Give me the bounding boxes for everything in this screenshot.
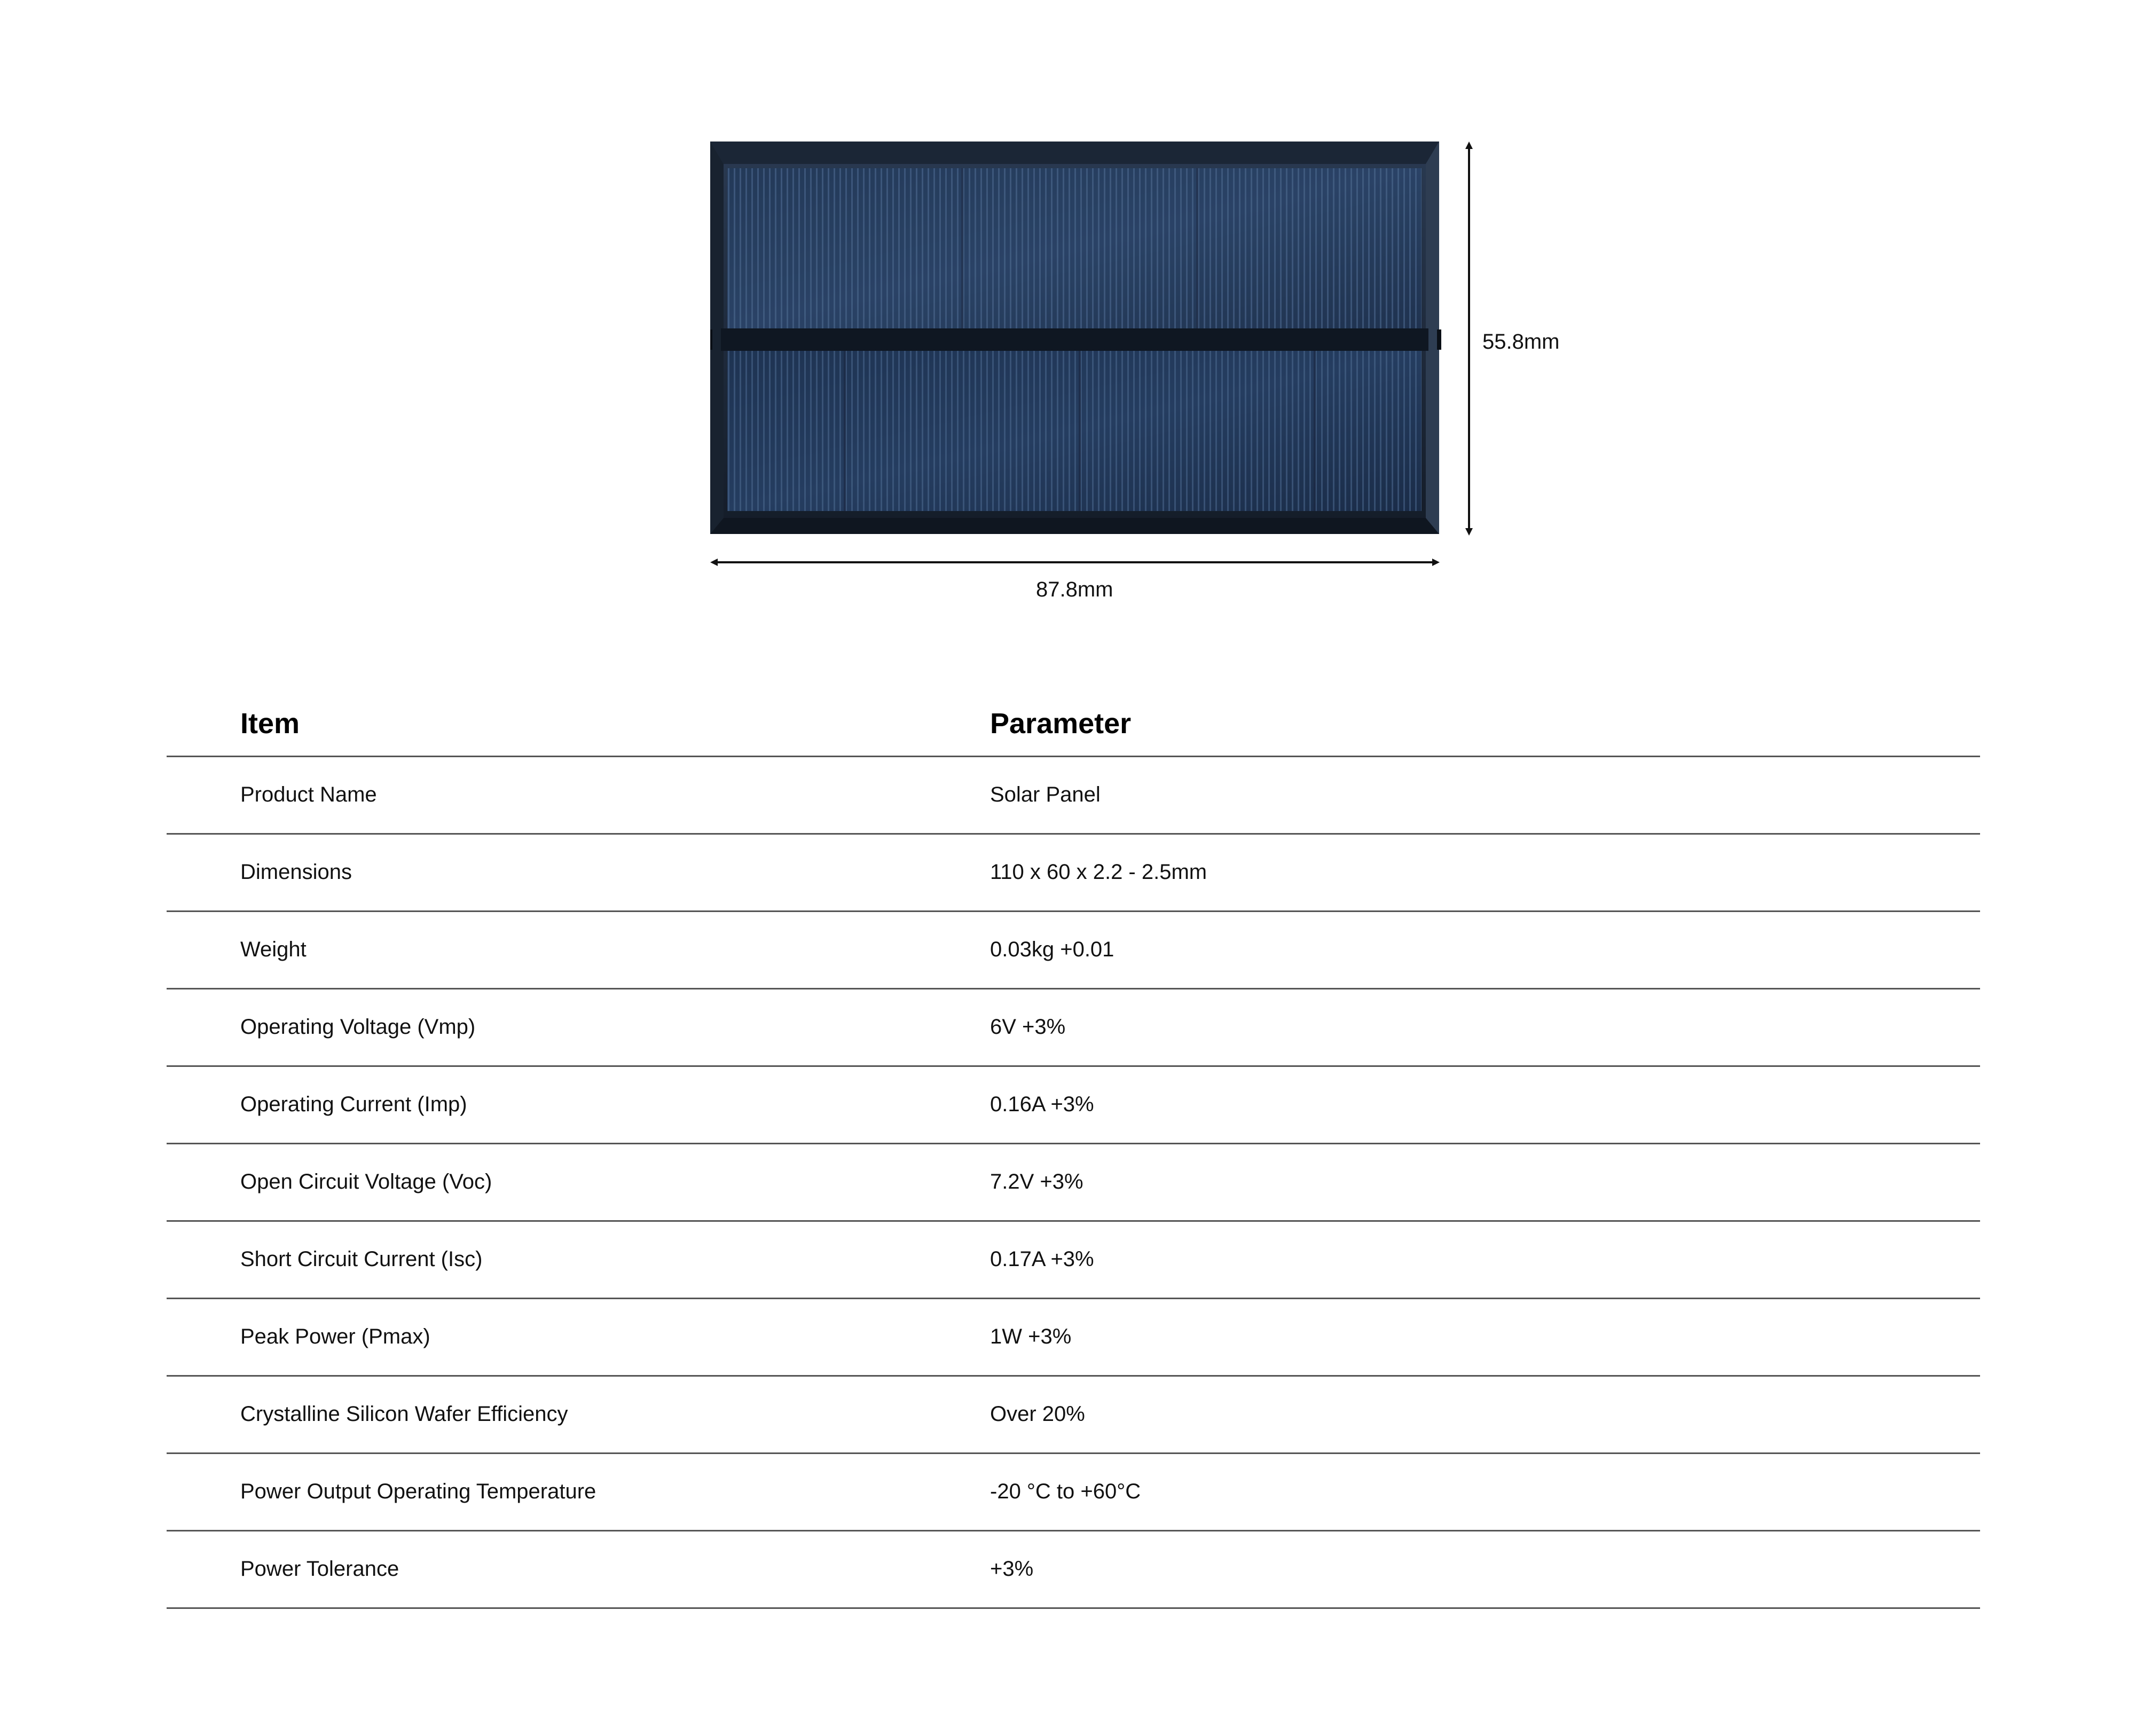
row-parameter: Solar Panel (990, 783, 1101, 806)
row-parameter: -20 °C to +60°C (990, 1480, 1141, 1503)
table-row (167, 989, 1980, 1067)
row-parameter: 0.03kg +0.01 (990, 938, 1114, 961)
table-row (167, 1531, 1980, 1609)
spec-table (167, 694, 1980, 1609)
row-item: Operating Voltage (Vmp) (240, 1015, 476, 1039)
row-parameter: 7.2V +3% (990, 1170, 1083, 1193)
height-dimension-arrow (1461, 142, 1477, 537)
column-header-parameter: Parameter (990, 708, 1132, 740)
row-item: Power Output Operating Temperature (240, 1480, 596, 1503)
height-dimension-label: 55.8mm (1482, 330, 1560, 354)
solar-panel-image (710, 142, 1458, 542)
row-parameter: 110 x 60 x 2.2 - 2.5mm (990, 860, 1207, 884)
table-row (167, 912, 1980, 989)
row-item: Weight (240, 938, 307, 961)
width-dimension-label: 87.8mm (1036, 578, 1113, 601)
table-row (167, 1377, 1980, 1454)
row-item: Open Circuit Voltage (Voc) (240, 1170, 492, 1193)
row-item: Peak Power (Pmax) (240, 1325, 430, 1348)
row-item: Crystalline Silicon Wafer Efficiency (240, 1402, 568, 1426)
table-header-row (167, 694, 1980, 757)
row-parameter: 0.16A +3% (990, 1093, 1094, 1116)
row-parameter: Over 20% (990, 1402, 1085, 1426)
row-item: Dimensions (240, 860, 352, 884)
row-item: Product Name (240, 783, 377, 806)
product-figure (0, 0, 2136, 641)
row-parameter: 6V +3% (990, 1015, 1066, 1039)
column-header-item: Item (240, 708, 300, 740)
table-row (167, 757, 1980, 835)
row-parameter: +3% (990, 1557, 1034, 1581)
table-row (167, 835, 1980, 912)
row-parameter: 0.17A +3% (990, 1247, 1094, 1271)
table-row (167, 1299, 1980, 1377)
table-row (167, 1454, 1980, 1531)
row-parameter: 1W +3% (990, 1325, 1072, 1348)
row-item: Power Tolerance (240, 1557, 399, 1581)
table-row (167, 1067, 1980, 1144)
row-item: Short Circuit Current (Isc) (240, 1247, 483, 1271)
table-row (167, 1222, 1980, 1299)
table-row (167, 1144, 1980, 1222)
width-dimension-arrow (710, 554, 1447, 570)
row-item: Operating Current (Imp) (240, 1093, 467, 1116)
